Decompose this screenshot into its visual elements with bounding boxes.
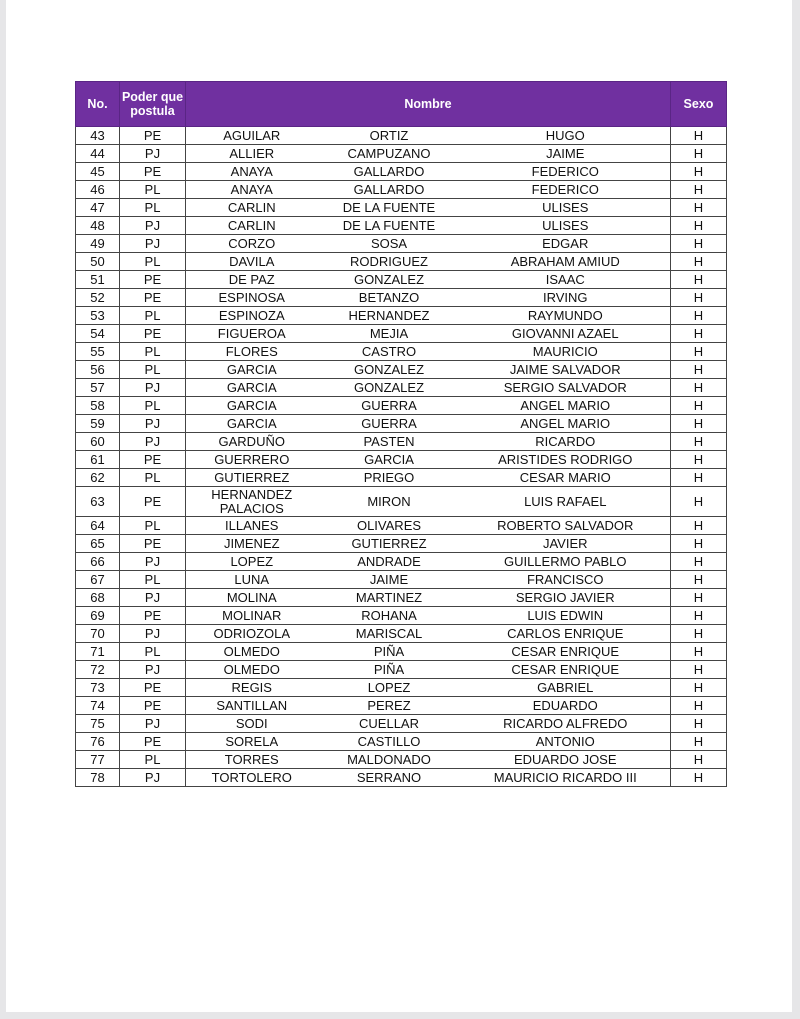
cell-apellido-paterno: ALLIER bbox=[186, 145, 318, 163]
cell-nombre: MAURICIO bbox=[461, 343, 671, 361]
cell-poder: PE bbox=[120, 487, 186, 517]
cell-poder: PE bbox=[120, 697, 186, 715]
cell-poder: PE bbox=[120, 535, 186, 553]
cell-sexo: H bbox=[671, 751, 727, 769]
cell-apellido-paterno: GARCIA bbox=[186, 361, 318, 379]
table-row bbox=[76, 415, 727, 433]
cell-nombre: CESAR ENRIQUE bbox=[461, 643, 671, 661]
cell-apellido-paterno: REGIS bbox=[186, 679, 318, 697]
cell-nombre: ABRAHAM AMIUD bbox=[461, 253, 671, 271]
cell-poder: PE bbox=[120, 289, 186, 307]
cell-no: 44 bbox=[76, 145, 120, 163]
candidates-table bbox=[75, 81, 727, 787]
cell-sexo: H bbox=[671, 589, 727, 607]
cell-poder: PL bbox=[120, 307, 186, 325]
cell-nombre: ARISTIDES RODRIGO bbox=[461, 451, 671, 469]
cell-nombre: CESAR ENRIQUE bbox=[461, 661, 671, 679]
cell-no: 60 bbox=[76, 433, 120, 451]
cell-sexo: H bbox=[671, 433, 727, 451]
cell-apellido-paterno: GARCIA bbox=[186, 379, 318, 397]
cell-apellido-paterno: OLMEDO bbox=[186, 661, 318, 679]
cell-poder: PE bbox=[120, 451, 186, 469]
cell-no: 48 bbox=[76, 217, 120, 235]
cell-no: 70 bbox=[76, 625, 120, 643]
cell-apellido-materno: RODRIGUEZ bbox=[318, 253, 461, 271]
cell-apellido-materno: DE LA FUENTE bbox=[318, 199, 461, 217]
cell-nombre: LUIS RAFAEL bbox=[461, 487, 671, 517]
cell-sexo: H bbox=[671, 379, 727, 397]
cell-poder: PL bbox=[120, 517, 186, 535]
table-row bbox=[76, 127, 727, 145]
cell-sexo: H bbox=[671, 415, 727, 433]
cell-poder: PE bbox=[120, 127, 186, 145]
cell-apellido-paterno: LOPEZ bbox=[186, 553, 318, 571]
cell-nombre: RICARDO bbox=[461, 433, 671, 451]
cell-poder: PJ bbox=[120, 433, 186, 451]
cell-apellido-paterno: ESPINOSA bbox=[186, 289, 318, 307]
table-row bbox=[76, 307, 727, 325]
cell-apellido-materno: CASTRO bbox=[318, 343, 461, 361]
cell-sexo: H bbox=[671, 517, 727, 535]
cell-sexo: H bbox=[671, 325, 727, 343]
cell-apellido-materno: GONZALEZ bbox=[318, 379, 461, 397]
cell-no: 62 bbox=[76, 469, 120, 487]
cell-sexo: H bbox=[671, 181, 727, 199]
cell-nombre: EDUARDO JOSE bbox=[461, 751, 671, 769]
table-row bbox=[76, 325, 727, 343]
cell-no: 67 bbox=[76, 571, 120, 589]
cell-apellido-paterno: CARLIN bbox=[186, 217, 318, 235]
cell-apellido-materno: CAMPUZANO bbox=[318, 145, 461, 163]
cell-poder: PJ bbox=[120, 625, 186, 643]
cell-nombre: SERGIO JAVIER bbox=[461, 589, 671, 607]
cell-sexo: H bbox=[671, 571, 727, 589]
cell-sexo: H bbox=[671, 289, 727, 307]
cell-no: 77 bbox=[76, 751, 120, 769]
cell-apellido-paterno: LUNA bbox=[186, 571, 318, 589]
cell-sexo: H bbox=[671, 199, 727, 217]
header-poder: Poder que postula bbox=[120, 82, 186, 127]
header-no: No. bbox=[76, 82, 120, 127]
cell-apellido-paterno: MOLINA bbox=[186, 589, 318, 607]
table-row bbox=[76, 571, 727, 589]
cell-nombre: GIOVANNI AZAEL bbox=[461, 325, 671, 343]
cell-no: 73 bbox=[76, 679, 120, 697]
cell-apellido-paterno: ANAYA bbox=[186, 181, 318, 199]
cell-apellido-materno: GUERRA bbox=[318, 415, 461, 433]
cell-nombre: HUGO bbox=[461, 127, 671, 145]
cell-nombre: CARLOS ENRIQUE bbox=[461, 625, 671, 643]
table-row bbox=[76, 181, 727, 199]
cell-sexo: H bbox=[671, 397, 727, 415]
cell-no: 50 bbox=[76, 253, 120, 271]
cell-no: 63 bbox=[76, 487, 120, 517]
cell-apellido-paterno: CARLIN bbox=[186, 199, 318, 217]
cell-no: 61 bbox=[76, 451, 120, 469]
table-row bbox=[76, 661, 727, 679]
cell-poder: PJ bbox=[120, 715, 186, 733]
cell-apellido-paterno: GARCIA bbox=[186, 415, 318, 433]
cell-apellido-paterno: AGUILAR bbox=[186, 127, 318, 145]
cell-apellido-materno: ANDRADE bbox=[318, 553, 461, 571]
table-row bbox=[76, 163, 727, 181]
cell-nombre: GUILLERMO PABLO bbox=[461, 553, 671, 571]
cell-apellido-materno: GALLARDO bbox=[318, 181, 461, 199]
cell-apellido-paterno: GUTIERREZ bbox=[186, 469, 318, 487]
cell-apellido-paterno: FIGUEROA bbox=[186, 325, 318, 343]
table-row bbox=[76, 361, 727, 379]
table-row bbox=[76, 679, 727, 697]
cell-apellido-materno: BETANZO bbox=[318, 289, 461, 307]
cell-no: 74 bbox=[76, 697, 120, 715]
cell-sexo: H bbox=[671, 217, 727, 235]
cell-nombre: ANGEL MARIO bbox=[461, 415, 671, 433]
cell-apellido-materno: MARTINEZ bbox=[318, 589, 461, 607]
cell-apellido-materno: SERRANO bbox=[318, 769, 461, 787]
cell-no: 68 bbox=[76, 589, 120, 607]
table-row bbox=[76, 235, 727, 253]
cell-no: 72 bbox=[76, 661, 120, 679]
cell-sexo: H bbox=[671, 769, 727, 787]
cell-apellido-paterno: TORTOLERO bbox=[186, 769, 318, 787]
cell-poder: PE bbox=[120, 733, 186, 751]
cell-nombre: ULISES bbox=[461, 199, 671, 217]
cell-no: 69 bbox=[76, 607, 120, 625]
cell-no: 59 bbox=[76, 415, 120, 433]
cell-sexo: H bbox=[671, 487, 727, 517]
cell-apellido-materno: PIÑA bbox=[318, 643, 461, 661]
cell-poder: PE bbox=[120, 679, 186, 697]
cell-sexo: H bbox=[671, 535, 727, 553]
cell-apellido-materno: LOPEZ bbox=[318, 679, 461, 697]
cell-apellido-materno: MEJIA bbox=[318, 325, 461, 343]
cell-poder: PE bbox=[120, 163, 186, 181]
cell-sexo: H bbox=[671, 271, 727, 289]
table-row bbox=[76, 397, 727, 415]
cell-no: 71 bbox=[76, 643, 120, 661]
cell-sexo: H bbox=[671, 253, 727, 271]
cell-no: 64 bbox=[76, 517, 120, 535]
table-row bbox=[76, 769, 727, 787]
cell-nombre: GABRIEL bbox=[461, 679, 671, 697]
cell-nombre: LUIS EDWIN bbox=[461, 607, 671, 625]
cell-nombre: FRANCISCO bbox=[461, 571, 671, 589]
cell-nombre: ISAAC bbox=[461, 271, 671, 289]
cell-nombre: ULISES bbox=[461, 217, 671, 235]
cell-sexo: H bbox=[671, 163, 727, 181]
cell-nombre: EDGAR bbox=[461, 235, 671, 253]
cell-apellido-paterno: ANAYA bbox=[186, 163, 318, 181]
cell-apellido-materno: GONZALEZ bbox=[318, 361, 461, 379]
cell-poder: PJ bbox=[120, 415, 186, 433]
cell-apellido-materno: GALLARDO bbox=[318, 163, 461, 181]
cell-apellido-paterno: FLORES bbox=[186, 343, 318, 361]
cell-apellido-materno: DE LA FUENTE bbox=[318, 217, 461, 235]
cell-apellido-paterno: SODI bbox=[186, 715, 318, 733]
cell-apellido-materno: PIÑA bbox=[318, 661, 461, 679]
cell-sexo: H bbox=[671, 451, 727, 469]
cell-sexo: H bbox=[671, 235, 727, 253]
cell-apellido-materno: ROHANA bbox=[318, 607, 461, 625]
table-row bbox=[76, 253, 727, 271]
cell-no: 56 bbox=[76, 361, 120, 379]
cell-poder: PJ bbox=[120, 589, 186, 607]
cell-nombre: FEDERICO bbox=[461, 163, 671, 181]
cell-apellido-materno: MARISCAL bbox=[318, 625, 461, 643]
cell-no: 53 bbox=[76, 307, 120, 325]
cell-nombre: CESAR MARIO bbox=[461, 469, 671, 487]
cell-poder: PJ bbox=[120, 145, 186, 163]
cell-apellido-paterno: GARDUÑO bbox=[186, 433, 318, 451]
cell-apellido-paterno: TORRES bbox=[186, 751, 318, 769]
cell-sexo: H bbox=[671, 625, 727, 643]
cell-nombre: ANGEL MARIO bbox=[461, 397, 671, 415]
cell-poder: PE bbox=[120, 271, 186, 289]
cell-poder: PL bbox=[120, 751, 186, 769]
cell-poder: PJ bbox=[120, 217, 186, 235]
cell-poder: PJ bbox=[120, 379, 186, 397]
cell-nombre: RICARDO ALFREDO bbox=[461, 715, 671, 733]
cell-no: 47 bbox=[76, 199, 120, 217]
cell-nombre: JAIME bbox=[461, 145, 671, 163]
cell-nombre: ROBERTO SALVADOR bbox=[461, 517, 671, 535]
table-row bbox=[76, 451, 727, 469]
cell-nombre: SERGIO SALVADOR bbox=[461, 379, 671, 397]
cell-nombre: JAIME SALVADOR bbox=[461, 361, 671, 379]
cell-no: 65 bbox=[76, 535, 120, 553]
cell-apellido-paterno: DAVILA bbox=[186, 253, 318, 271]
cell-sexo: H bbox=[671, 361, 727, 379]
cell-poder: PJ bbox=[120, 553, 186, 571]
cell-apellido-materno: MIRON bbox=[318, 487, 461, 517]
cell-no: 46 bbox=[76, 181, 120, 199]
cell-nombre: IRVING bbox=[461, 289, 671, 307]
cell-sexo: H bbox=[671, 469, 727, 487]
cell-apellido-materno: PRIEGO bbox=[318, 469, 461, 487]
cell-apellido-paterno: SORELA bbox=[186, 733, 318, 751]
cell-apellido-materno: HERNANDEZ bbox=[318, 307, 461, 325]
cell-apellido-materno: CUELLAR bbox=[318, 715, 461, 733]
table-row bbox=[76, 379, 727, 397]
cell-poder: PE bbox=[120, 325, 186, 343]
table-header-row bbox=[76, 82, 727, 127]
cell-sexo: H bbox=[671, 553, 727, 571]
cell-nombre: EDUARDO bbox=[461, 697, 671, 715]
cell-apellido-materno: PEREZ bbox=[318, 697, 461, 715]
header-sexo: Sexo bbox=[671, 82, 727, 127]
cell-no: 75 bbox=[76, 715, 120, 733]
cell-no: 57 bbox=[76, 379, 120, 397]
cell-apellido-paterno: DE PAZ bbox=[186, 271, 318, 289]
cell-no: 78 bbox=[76, 769, 120, 787]
cell-no: 49 bbox=[76, 235, 120, 253]
cell-poder: PL bbox=[120, 643, 186, 661]
cell-apellido-materno: GUTIERREZ bbox=[318, 535, 461, 553]
cell-sexo: H bbox=[671, 697, 727, 715]
cell-apellido-materno: PASTEN bbox=[318, 433, 461, 451]
cell-no: 58 bbox=[76, 397, 120, 415]
cell-apellido-paterno: ESPINOZA bbox=[186, 307, 318, 325]
table-row bbox=[76, 217, 727, 235]
table-row bbox=[76, 715, 727, 733]
cell-no: 51 bbox=[76, 271, 120, 289]
cell-sexo: H bbox=[671, 661, 727, 679]
cell-apellido-paterno: ILLANES bbox=[186, 517, 318, 535]
cell-no: 52 bbox=[76, 289, 120, 307]
cell-poder: PJ bbox=[120, 661, 186, 679]
cell-poder: PL bbox=[120, 343, 186, 361]
cell-nombre: ANTONIO bbox=[461, 733, 671, 751]
cell-sexo: H bbox=[671, 607, 727, 625]
cell-poder: PL bbox=[120, 199, 186, 217]
cell-apellido-paterno: JIMENEZ bbox=[186, 535, 318, 553]
cell-poder: PL bbox=[120, 181, 186, 199]
table-row bbox=[76, 469, 727, 487]
cell-apellido-paterno: GUERRERO bbox=[186, 451, 318, 469]
table-row bbox=[76, 625, 727, 643]
table-row bbox=[76, 517, 727, 535]
cell-sexo: H bbox=[671, 679, 727, 697]
table-row bbox=[76, 751, 727, 769]
table-row bbox=[76, 145, 727, 163]
cell-poder: PL bbox=[120, 253, 186, 271]
table-row bbox=[76, 535, 727, 553]
cell-apellido-materno: ORTIZ bbox=[318, 127, 461, 145]
cell-poder: PE bbox=[120, 607, 186, 625]
cell-apellido-paterno: SANTILLAN bbox=[186, 697, 318, 715]
cell-poder: PL bbox=[120, 571, 186, 589]
cell-sexo: H bbox=[671, 343, 727, 361]
cell-nombre: MAURICIO RICARDO III bbox=[461, 769, 671, 787]
cell-poder: PJ bbox=[120, 235, 186, 253]
cell-sexo: H bbox=[671, 715, 727, 733]
cell-no: 45 bbox=[76, 163, 120, 181]
cell-sexo: H bbox=[671, 733, 727, 751]
table-row bbox=[76, 289, 727, 307]
cell-apellido-paterno: GARCIA bbox=[186, 397, 318, 415]
cell-sexo: H bbox=[671, 307, 727, 325]
cell-apellido-materno: CASTILLO bbox=[318, 733, 461, 751]
cell-sexo: H bbox=[671, 127, 727, 145]
cell-apellido-paterno: CORZO bbox=[186, 235, 318, 253]
cell-nombre: JAVIER bbox=[461, 535, 671, 553]
cell-poder: PJ bbox=[120, 769, 186, 787]
header-nombre: Nombre bbox=[186, 82, 671, 127]
table-row bbox=[76, 697, 727, 715]
table-row bbox=[76, 433, 727, 451]
cell-no: 76 bbox=[76, 733, 120, 751]
table-row bbox=[76, 643, 727, 661]
cell-no: 55 bbox=[76, 343, 120, 361]
cell-apellido-materno: OLIVARES bbox=[318, 517, 461, 535]
cell-nombre: FEDERICO bbox=[461, 181, 671, 199]
cell-apellido-paterno: HERNANDEZ PALACIOS bbox=[186, 487, 318, 517]
table-row bbox=[76, 733, 727, 751]
cell-apellido-materno: GUERRA bbox=[318, 397, 461, 415]
cell-no: 43 bbox=[76, 127, 120, 145]
cell-apellido-materno: SOSA bbox=[318, 235, 461, 253]
table-row bbox=[76, 199, 727, 217]
cell-poder: PL bbox=[120, 361, 186, 379]
table-row bbox=[76, 343, 727, 361]
table-row bbox=[76, 553, 727, 571]
table-row bbox=[76, 487, 727, 517]
cell-no: 66 bbox=[76, 553, 120, 571]
cell-apellido-materno: GONZALEZ bbox=[318, 271, 461, 289]
cell-apellido-materno: JAIME bbox=[318, 571, 461, 589]
table-row bbox=[76, 607, 727, 625]
cell-no: 54 bbox=[76, 325, 120, 343]
cell-apellido-paterno: ODRIOZOLA bbox=[186, 625, 318, 643]
table-row bbox=[76, 589, 727, 607]
cell-poder: PL bbox=[120, 397, 186, 415]
table-row bbox=[76, 271, 727, 289]
cell-sexo: H bbox=[671, 145, 727, 163]
cell-apellido-paterno: MOLINAR bbox=[186, 607, 318, 625]
cell-poder: PL bbox=[120, 469, 186, 487]
cell-apellido-materno: MALDONADO bbox=[318, 751, 461, 769]
table-body bbox=[76, 127, 727, 787]
cell-apellido-materno: GARCIA bbox=[318, 451, 461, 469]
cell-nombre: RAYMUNDO bbox=[461, 307, 671, 325]
cell-sexo: H bbox=[671, 643, 727, 661]
document-page bbox=[6, 0, 792, 1012]
cell-apellido-paterno: OLMEDO bbox=[186, 643, 318, 661]
